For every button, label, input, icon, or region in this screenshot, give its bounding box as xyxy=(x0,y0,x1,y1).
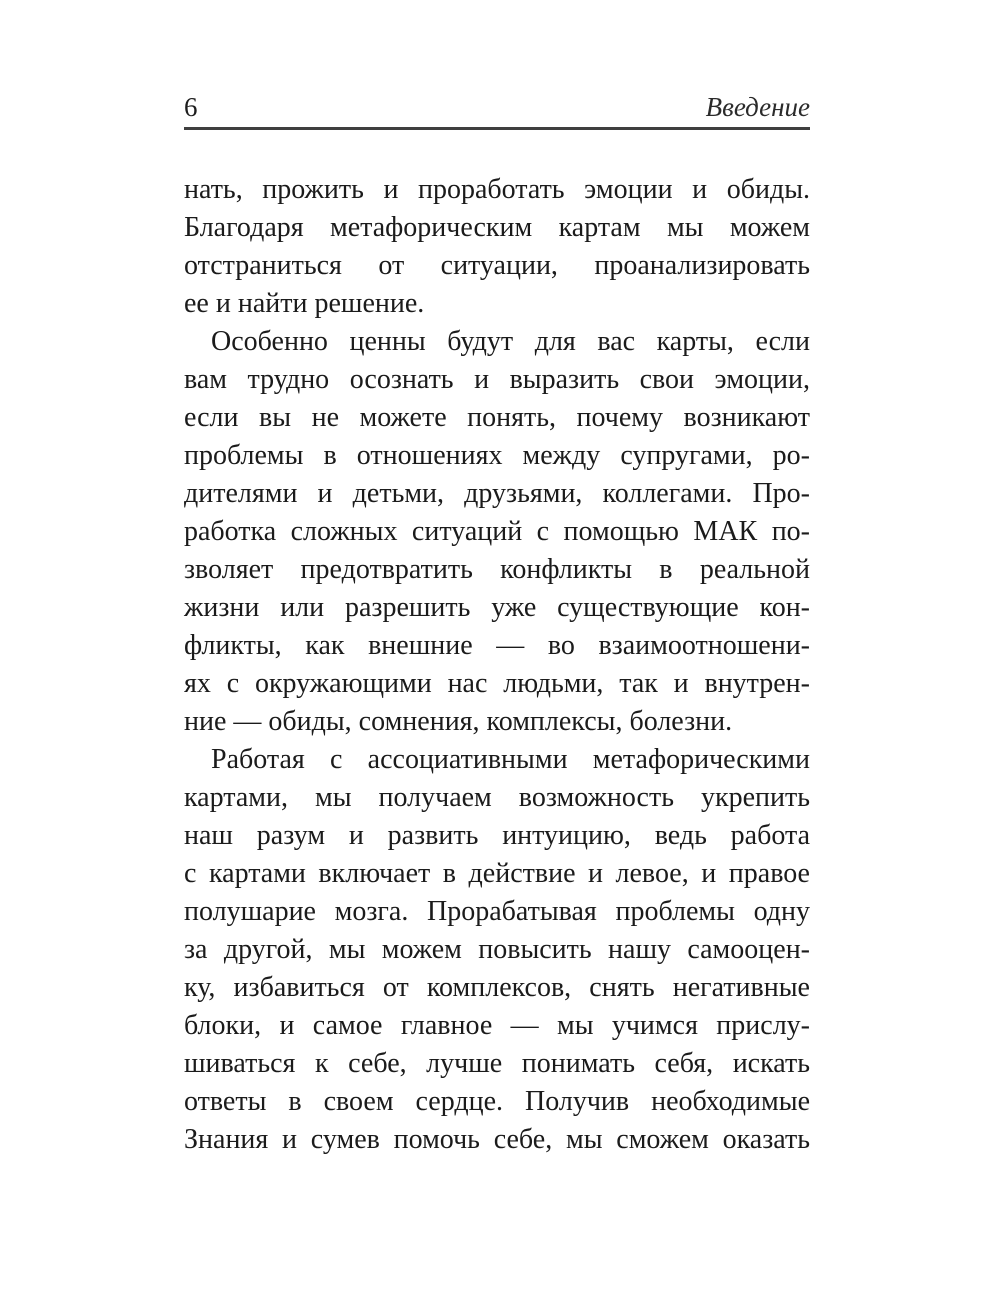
text-line: проблемы в отношениях между супругами, ро- xyxy=(184,440,810,471)
text-line: Благодаря метафорическим картам мы можем xyxy=(184,212,810,243)
chapter-title: Введение xyxy=(705,92,810,122)
text-line: блоки, и самое главное — мы учимся прислу- xyxy=(184,1010,810,1041)
text-line: отстраниться от ситуации, проанализировать xyxy=(184,250,810,281)
text-line: работка сложных ситуаций с помощью МАК по- xyxy=(184,516,810,547)
text-line: ответы в своем сердце. Получив необходимые xyxy=(184,1086,810,1117)
text-line: картами, мы получаем возможность укрепить xyxy=(184,782,810,813)
text-line: вам трудно осознать и выразить свои эмоции, xyxy=(184,364,810,395)
text-line: ях с окружающими нас людьми, так и внутрен- xyxy=(184,668,810,699)
text-line: шиваться к себе, лучше понимать себя, искать xyxy=(184,1048,810,1079)
text-line: за другой, мы можем повысить нашу самооцен- xyxy=(184,934,810,965)
text-line: ние — обиды, сомнения, комплексы, болезни. xyxy=(184,706,733,737)
body-text xyxy=(184,171,810,1159)
text-line: ее и найти решение. xyxy=(184,288,425,319)
text-line: с картами включает в действие и левое, и правое xyxy=(184,858,810,889)
text-line: ку, избавиться от комплексов, снять негативные xyxy=(184,972,810,1003)
text-line: наш разум и развить интуицию, ведь работа xyxy=(184,820,810,851)
text-line: Особенно ценны будут для вас карты, если xyxy=(211,326,810,357)
text-line: жизни или разрешить уже существующие кон- xyxy=(184,592,810,623)
text-line: нать, прожить и проработать эмоции и обиды. xyxy=(184,174,810,205)
text-line: дителями и детьми, друзьями, коллегами. Про- xyxy=(184,478,810,509)
text-line: полушарие мозга. Прорабатывая проблемы одну xyxy=(184,896,810,927)
text-line: зволяет предотвратить конфликты в реальной xyxy=(184,554,810,585)
text-line: фликты, как внешние — во взаимоотношени- xyxy=(184,630,810,661)
text-line: если вы не можете понять, почему возникают xyxy=(184,402,810,433)
text-line: Работая с ассоциативными метафорическими xyxy=(211,744,810,775)
text-line: Знания и сумев помочь себе, мы сможем оказать xyxy=(184,1124,810,1155)
running-header xyxy=(184,92,810,130)
page-number: 6 xyxy=(184,92,198,122)
